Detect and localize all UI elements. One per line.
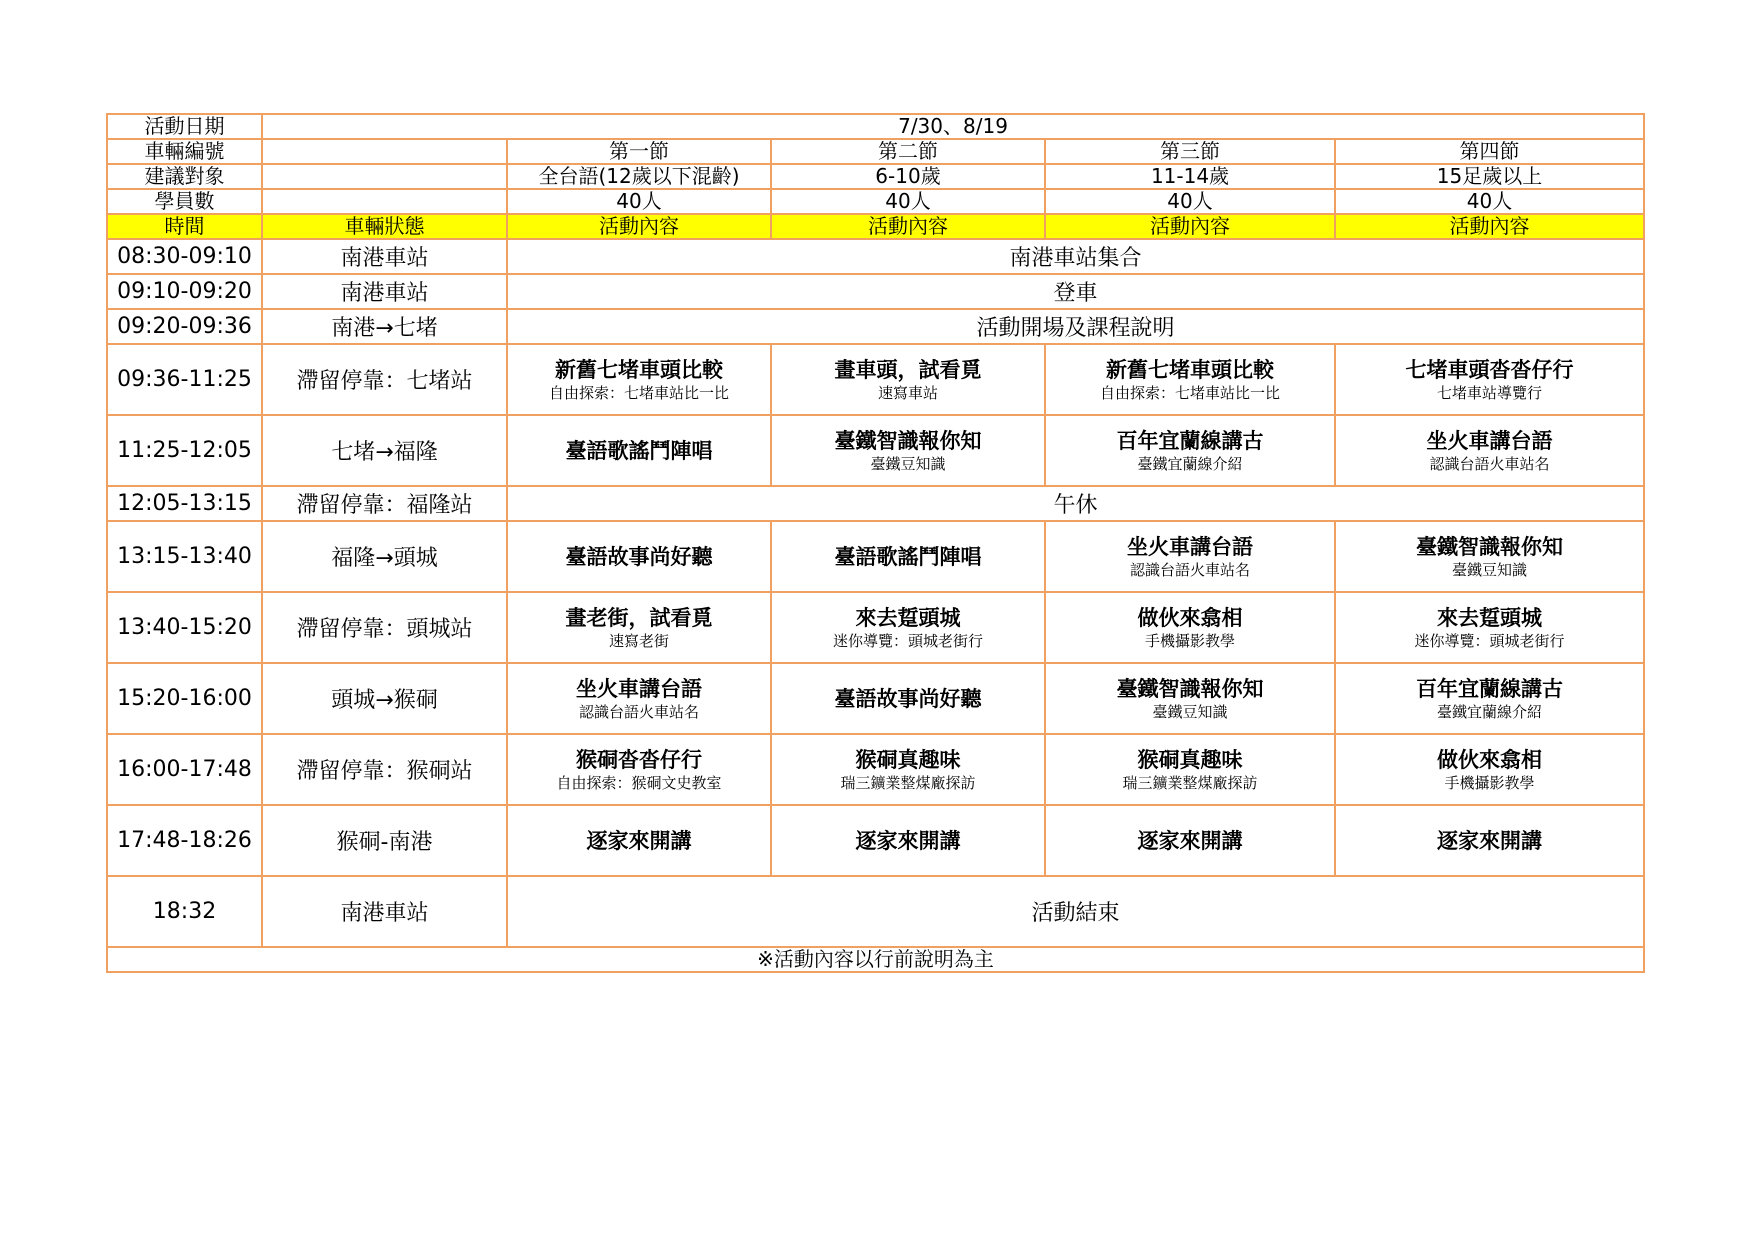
- schedule-body: [107, 114, 1644, 972]
- column-header-row: [107, 214, 1644, 239]
- status-cell: 福隆→頭城: [262, 521, 507, 592]
- activity-title: 來去踅頭城: [1437, 605, 1543, 630]
- merged-activity-cell: 活動開場及課程說明: [507, 309, 1644, 344]
- col-time: 時間: [107, 214, 262, 239]
- date-row: [107, 114, 1644, 139]
- time-cell: 18:32: [107, 876, 262, 947]
- activity-subtitle: 自由探索：猴硐文史教室: [556, 773, 722, 792]
- status-cell: 猴硐-南港: [262, 805, 507, 876]
- activity-cell: [1335, 663, 1644, 734]
- time-cell: 09:36-11:25: [107, 344, 262, 415]
- schedule-row: [107, 274, 1644, 309]
- schedule-row: [107, 592, 1644, 663]
- activity-cell: [1045, 663, 1335, 734]
- activity-title: 做伙來翕相: [1137, 605, 1243, 630]
- status-cell: 南港車站: [262, 274, 507, 309]
- activity-title: 坐火車講台語: [1127, 534, 1253, 559]
- time-cell: 09:20-09:36: [107, 309, 262, 344]
- activity-title: 來去踅頭城: [855, 605, 961, 630]
- activity-subtitle: 自由探索：七堵車站比一比: [1099, 383, 1280, 402]
- activity-cell: [771, 521, 1045, 592]
- time-cell: 16:00-17:48: [107, 734, 262, 805]
- target-blank: [262, 164, 507, 189]
- activity-cell: [507, 592, 771, 663]
- activity-title: 逐家來開講: [855, 828, 961, 853]
- activity-title: 七堵車頭沓沓仔行: [1405, 357, 1574, 382]
- students-label: 學員數: [107, 189, 262, 214]
- time-cell: 15:20-16:00: [107, 663, 262, 734]
- activity-cell: [1045, 344, 1335, 415]
- activity-cell: [1335, 415, 1644, 486]
- students-1: 40人: [507, 189, 771, 214]
- activity-title: 臺語故事尚好聽: [565, 544, 713, 569]
- schedule-row: [107, 344, 1644, 415]
- schedule-row: [107, 734, 1644, 805]
- vehicle-label: 車輛編號: [107, 139, 262, 164]
- activity-title: 臺語歌謠鬥陣唱: [834, 544, 982, 569]
- activity-title: 臺語歌謠鬥陣唱: [565, 438, 713, 463]
- students-row: [107, 189, 1644, 214]
- activity-cell: [1335, 344, 1644, 415]
- vehicle-row: [107, 139, 1644, 164]
- session-4: 第四節: [1335, 139, 1644, 164]
- activity-title: 百年宜蘭線講古: [1116, 428, 1264, 453]
- activity-cell: [1045, 415, 1335, 486]
- target-4: 15足歲以上: [1335, 164, 1644, 189]
- activity-subtitle: 自由探索：七堵車站比一比: [548, 383, 729, 402]
- time-cell: 13:15-13:40: [107, 521, 262, 592]
- activity-cell: [1335, 521, 1644, 592]
- status-cell: 南港→七堵: [262, 309, 507, 344]
- activity-cell: [507, 344, 771, 415]
- col-content-4: 活動內容: [1335, 214, 1644, 239]
- activity-title: 坐火車講台語: [576, 676, 702, 701]
- target-3: 11-14歲: [1045, 164, 1335, 189]
- activity-title: 新舊七堵車頭比較: [555, 357, 723, 382]
- target-row: [107, 164, 1644, 189]
- activity-cell: [1045, 521, 1335, 592]
- activity-cell: [771, 344, 1045, 415]
- activity-title: 畫車頭，試看覓: [834, 357, 982, 382]
- status-cell: 滯留停靠：七堵站: [262, 344, 507, 415]
- merged-activity-cell: 南港車站集合: [507, 239, 1644, 274]
- activity-subtitle: 七堵車站導覽行: [1437, 383, 1543, 402]
- students-3: 40人: [1045, 189, 1335, 214]
- activity-subtitle: 臺鐵宜蘭線介紹: [1437, 702, 1543, 721]
- merged-activity-cell: 午休: [507, 486, 1644, 521]
- activity-title: 逐家來開講: [586, 828, 692, 853]
- activity-subtitle: 手機攝影教學: [1144, 631, 1235, 650]
- activity-subtitle: 速寫老街: [608, 631, 669, 650]
- activity-subtitle: 認識台語火車站名: [578, 702, 699, 721]
- activity-subtitle: 迷你導覽：頭城老街行: [832, 631, 983, 650]
- activity-subtitle: 認識台語火車站名: [1129, 560, 1250, 579]
- target-2: 6-10歲: [771, 164, 1045, 189]
- activity-subtitle: 臺鐵豆知識: [1452, 560, 1528, 579]
- activity-subtitle: 臺鐵豆知識: [1152, 702, 1228, 721]
- target-label: 建議對象: [107, 164, 262, 189]
- schedule-row: [107, 876, 1644, 947]
- activity-title: 做伙來翕相: [1437, 747, 1543, 772]
- students-4: 40人: [1335, 189, 1644, 214]
- schedule-table: [106, 113, 1645, 973]
- schedule-row: [107, 486, 1644, 521]
- time-cell: 12:05-13:15: [107, 486, 262, 521]
- activity-cell: [507, 415, 771, 486]
- status-cell: 頭城→猴硐: [262, 663, 507, 734]
- activity-title: 畫老街，試看覓: [565, 605, 713, 630]
- activity-subtitle: 瑞三鑛業整煤廠探訪: [840, 773, 976, 792]
- activity-subtitle: 臺鐵宜蘭線介紹: [1137, 454, 1243, 473]
- activity-cell: [507, 805, 771, 876]
- col-content-1: 活動內容: [507, 214, 771, 239]
- schedule-row: [107, 415, 1644, 486]
- activity-cell: [1335, 734, 1644, 805]
- session-1: 第一節: [507, 139, 771, 164]
- footer-row: [107, 947, 1644, 972]
- activity-cell: [507, 663, 771, 734]
- activity-title: 百年宜蘭線講古: [1416, 676, 1564, 701]
- activity-title: 坐火車講台語: [1426, 428, 1553, 453]
- status-cell: 南港車站: [262, 239, 507, 274]
- time-cell: 09:10-09:20: [107, 274, 262, 309]
- activity-title: 臺鐵智識報你知: [834, 428, 982, 453]
- activity-cell: [771, 663, 1045, 734]
- status-cell: 滯留停靠：頭城站: [262, 592, 507, 663]
- students-blank: [262, 189, 507, 214]
- status-cell: 滯留停靠：猴硐站: [262, 734, 507, 805]
- activity-subtitle: 瑞三鑛業整煤廠探訪: [1122, 773, 1258, 792]
- activity-cell: [507, 521, 771, 592]
- activity-cell: [771, 734, 1045, 805]
- schedule-row: [107, 239, 1644, 274]
- activity-cell: [1045, 592, 1335, 663]
- status-cell: 滯留停靠：福隆站: [262, 486, 507, 521]
- activity-cell: [771, 805, 1045, 876]
- activity-title: 逐家來開講: [1137, 828, 1243, 853]
- activity-title: 猴硐沓沓仔行: [576, 747, 702, 772]
- activity-cell: [771, 592, 1045, 663]
- activity-title: 臺鐵智識報你知: [1116, 676, 1264, 701]
- activity-subtitle: 手機攝影教學: [1444, 773, 1535, 792]
- activity-title: 臺鐵智識報你知: [1416, 534, 1564, 559]
- footer-note: ※活動內容以行前說明為主: [107, 947, 1644, 972]
- activity-subtitle: 迷你導覽：頭城老街行: [1414, 631, 1565, 650]
- col-content-2: 活動內容: [771, 214, 1045, 239]
- vehicle-value: [262, 139, 507, 164]
- activity-cell: [1045, 805, 1335, 876]
- activity-cell: [1335, 592, 1644, 663]
- activity-title: 臺語故事尚好聽: [834, 686, 982, 711]
- date-value: 7/30、8/19: [262, 114, 1644, 139]
- time-cell: 08:30-09:10: [107, 239, 262, 274]
- status-cell: 七堵→福隆: [262, 415, 507, 486]
- activity-subtitle: 臺鐵豆知識: [870, 454, 946, 473]
- activity-title: 猴硐真趣味: [855, 747, 961, 772]
- schedule-row: [107, 521, 1644, 592]
- activity-title: 逐家來開講: [1437, 828, 1543, 853]
- students-2: 40人: [771, 189, 1045, 214]
- date-label: 活動日期: [107, 114, 262, 139]
- status-cell: 南港車站: [262, 876, 507, 947]
- activity-subtitle: 速寫車站: [877, 383, 938, 402]
- merged-activity-cell: 活動結束: [507, 876, 1644, 947]
- activity-title: 猴硐真趣味: [1137, 747, 1243, 772]
- target-1: 全台語(12歲以下混齡): [507, 164, 771, 189]
- schedule-row: [107, 663, 1644, 734]
- activity-cell: [507, 734, 771, 805]
- time-cell: 11:25-12:05: [107, 415, 262, 486]
- time-cell: 13:40-15:20: [107, 592, 262, 663]
- schedule-row: [107, 309, 1644, 344]
- activity-cell: [1335, 805, 1644, 876]
- session-3: 第三節: [1045, 139, 1335, 164]
- session-2: 第二節: [771, 139, 1045, 164]
- merged-activity-cell: 登車: [507, 274, 1644, 309]
- activity-title: 新舊七堵車頭比較: [1106, 357, 1274, 382]
- schedule-row: [107, 805, 1644, 876]
- col-content-3: 活動內容: [1045, 214, 1335, 239]
- activity-cell: [1045, 734, 1335, 805]
- activity-subtitle: 認識台語火車站名: [1429, 454, 1550, 473]
- col-status: 車輛狀態: [262, 214, 507, 239]
- time-cell: 17:48-18:26: [107, 805, 262, 876]
- activity-cell: [771, 415, 1045, 486]
